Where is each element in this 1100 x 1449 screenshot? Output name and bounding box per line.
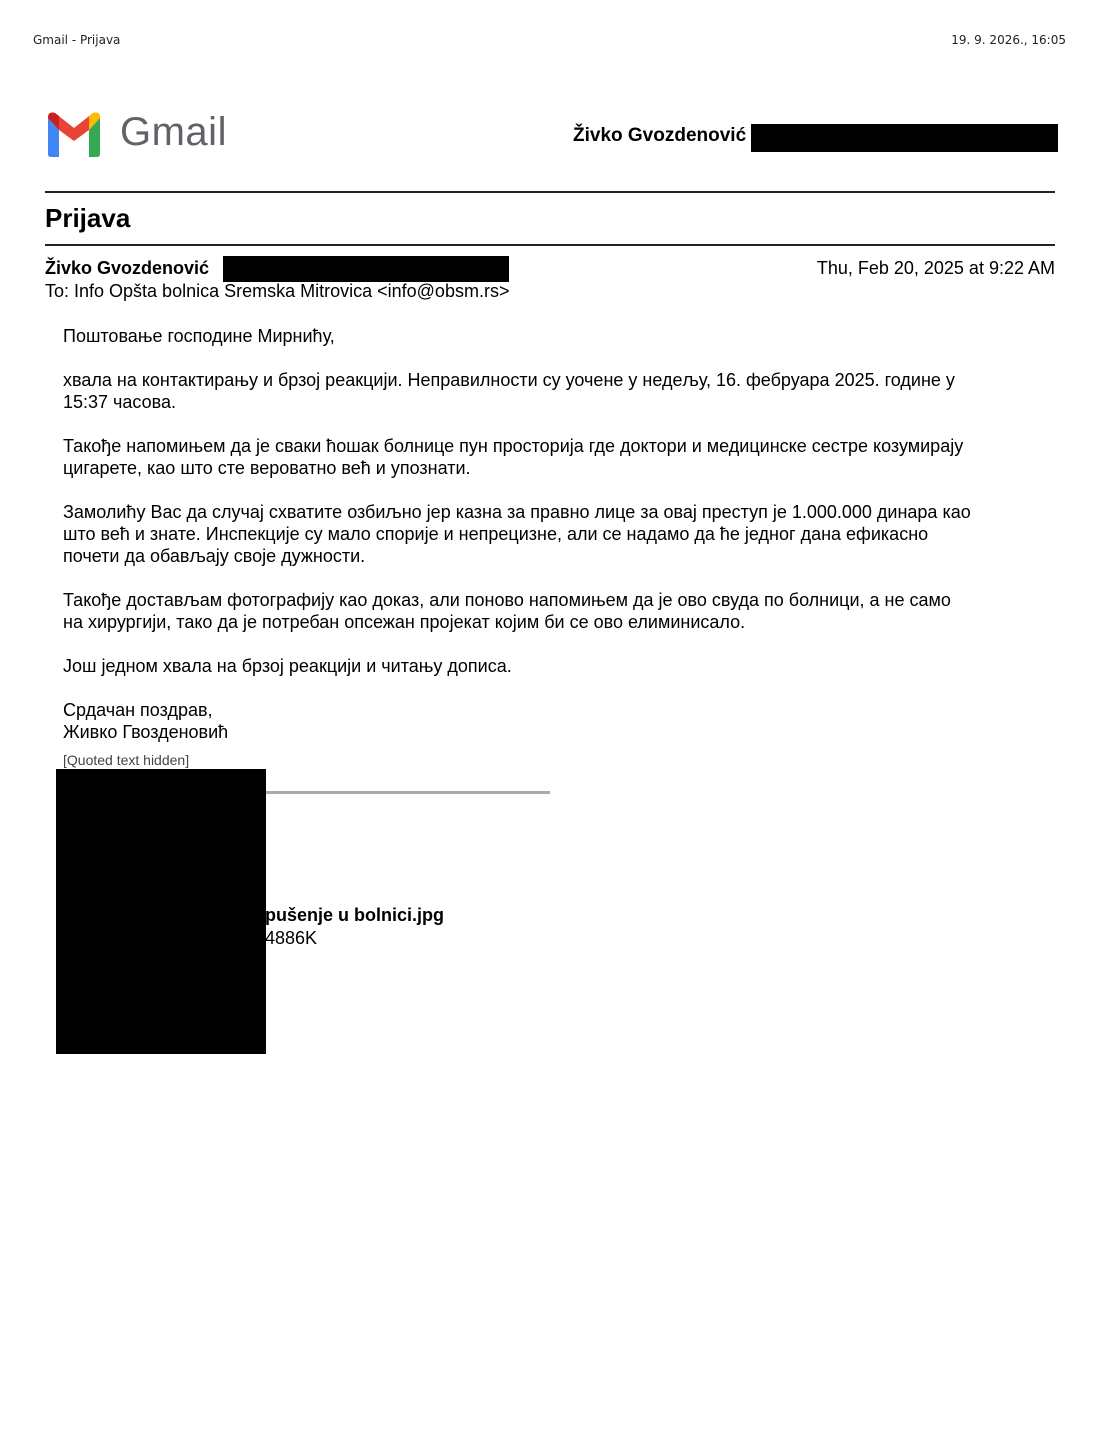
body-paragraph: Још једном хвала на брзој реакцији и читању дописа. <box>63 656 512 676</box>
attachment-size: 4886K <box>265 928 318 948</box>
body-paragraph: хвала на контактирању и брзој реакцији. Неправилности су уочене у недељу, 16. фебруара 2025. године у 15:37 часова. <box>63 370 955 412</box>
redacted-attachment-thumbnail[interactable] <box>56 769 266 1054</box>
signoff: Срдачан поздрав, <box>63 700 213 720</box>
print-timestamp: 19. 9. 2026., 16:05 <box>951 33 1066 47</box>
account-name: Živko Gvozdenović <box>573 125 747 146</box>
recipient-line: To: Info Opšta bolnica Sremska Mitrovica <info@obsm.rs> <box>45 281 510 301</box>
body-paragraph: Замолићу Вас да случај схватите озбиљно јер казна за правно лице за овај преступ је 1.000.000 динара као што већ и знате. Инспекције су мало спорије и непрецизне, али се надамо да ће једног дана ефикасно почети да обављају своје дужности. <box>63 502 971 566</box>
gmail-wordmark: Gmail <box>120 110 227 154</box>
redacted-sender-email <box>223 256 509 282</box>
attachment-divider <box>265 791 550 794</box>
top-divider <box>45 191 1055 193</box>
attachment-filename[interactable]: pušenje u bolnici.jpg <box>265 905 445 925</box>
subject-divider <box>45 244 1055 246</box>
quoted-text-toggle[interactable]: [Quoted text hidden] <box>63 752 190 768</box>
body-paragraph: Такође напомињем да је сваки ћошак болнице пун просторија где доктори и медицинске сестре козумирају цигарете, као што сте вероватно већ и упознати. <box>63 436 964 478</box>
redacted-account-email <box>751 124 1058 152</box>
print-title: Gmail - Prijava <box>33 33 121 47</box>
email-subject: Prijava <box>45 203 131 233</box>
signature: Живко Гвозденовић <box>63 722 229 742</box>
body-paragraph: Такође достављам фотографију као доказ, али поново напомињем да је ово свуда по болници, а не само на хирургији, тако да је потребан опсежан пројекат којим би се ово елиминисало. <box>63 590 951 632</box>
greeting: Поштовање господине Мирнићу, <box>63 326 335 346</box>
gmail-m-icon <box>44 108 104 160</box>
sender-name: Živko Gvozdenović <box>45 258 210 278</box>
email-body <box>63 325 1043 743</box>
email-date: Thu, Feb 20, 2025 at 9:22 AM <box>816 258 1055 278</box>
